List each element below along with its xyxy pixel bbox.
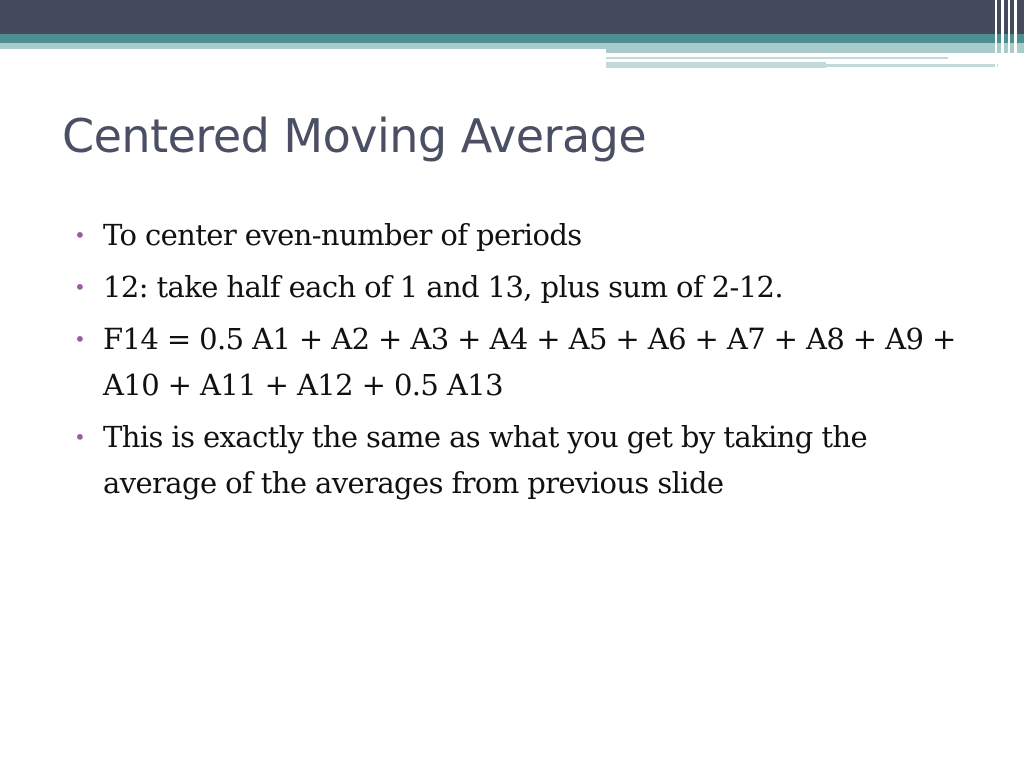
header-accent-line — [606, 57, 948, 59]
header-light-band-left — [0, 43, 606, 49]
bullet-text: F14 = 0.5 A1 + A2 + A3 + A4 + A5 + A6 + A7 + A8 + A9 + A10 + A11 + A12 + 0.5 A13 — [103, 322, 956, 402]
header-vertical-stripes — [992, 0, 1024, 68]
bullet-list — [72, 212, 972, 512]
slide-title: Centered Moving Average — [62, 109, 647, 163]
header-accent-line — [606, 62, 826, 68]
bullet-text: 12: take half each of 1 and 13, plus sum of 2-12. — [103, 270, 784, 304]
bullet-marker: • — [74, 223, 86, 247]
bullet-item — [72, 414, 972, 506]
bullet-text: To center even-number of periods — [103, 218, 582, 252]
header-dark-band — [0, 0, 1024, 34]
header-light-band-right — [606, 43, 1024, 53]
bullet-item — [72, 212, 972, 258]
bullet-text: This is exactly the same as what you get by taking the average of the averages from previous slide — [103, 420, 868, 500]
bullet-marker: • — [74, 275, 86, 299]
bullet-item — [72, 264, 972, 310]
bullet-marker: • — [74, 425, 86, 449]
header-accent-line — [826, 64, 998, 67]
header-teal-band — [0, 34, 1024, 43]
bullet-item — [72, 316, 972, 408]
bullet-marker: • — [74, 327, 86, 351]
